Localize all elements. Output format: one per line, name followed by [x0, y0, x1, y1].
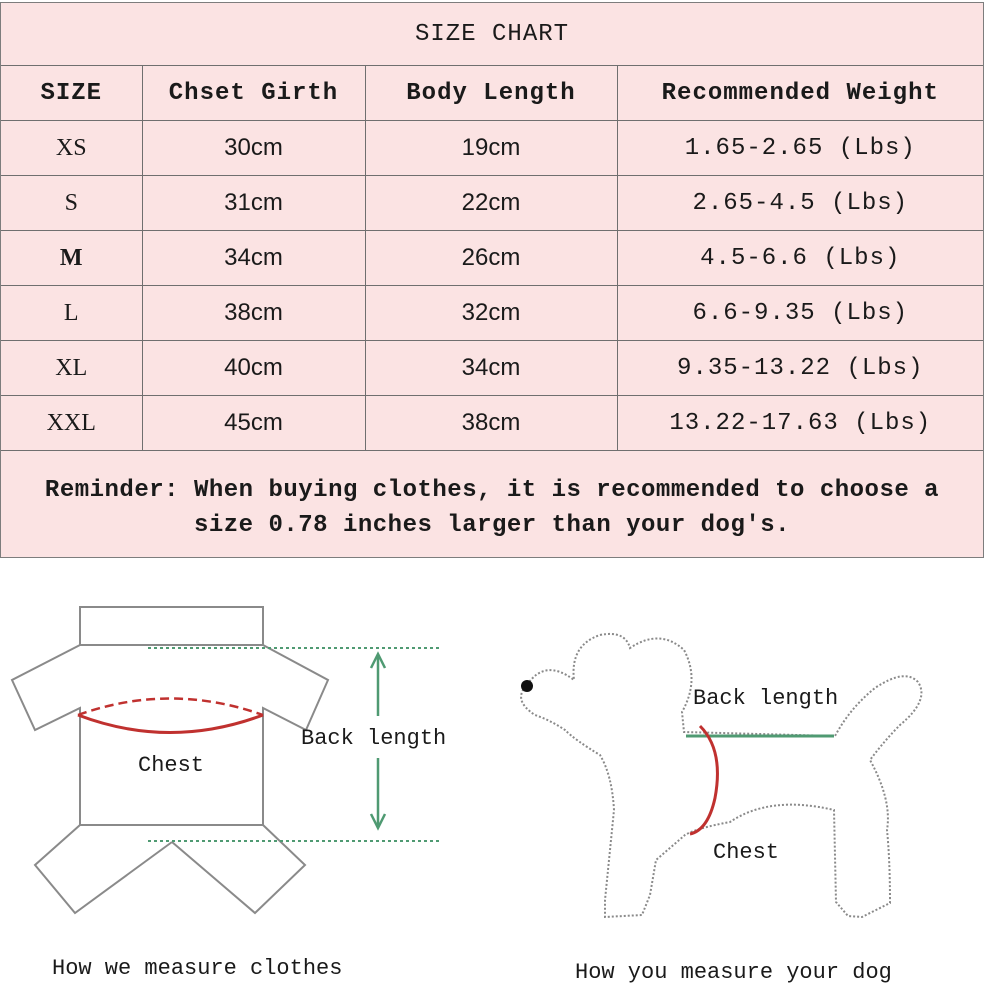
- dog-back-length-label: Back length: [693, 686, 839, 711]
- weight-cell: 9.35-13.22 (Lbs): [617, 341, 983, 396]
- table-row: [1, 396, 983, 451]
- header-body-length: Body Length: [365, 66, 617, 121]
- girth-cell: 38cm: [142, 286, 365, 341]
- reminder-line-1: Reminder: When buying clothes, it is recommended to choose a: [44, 477, 940, 504]
- size-cell: L: [1, 286, 142, 341]
- length-cell: 32cm: [365, 286, 617, 341]
- header-recommended-weight: Recommended Weight: [617, 66, 983, 121]
- girth-cell: 45cm: [142, 396, 365, 451]
- girth-cell: 40cm: [142, 341, 365, 396]
- header-size: SIZE: [1, 66, 142, 121]
- garment-right-leg: [172, 825, 305, 913]
- size-chart: [0, 2, 984, 558]
- clothes-caption: How we measure clothes: [52, 956, 343, 981]
- weight-cell: 13.22-17.63 (Lbs): [617, 396, 983, 451]
- garment-chest-front: [78, 715, 263, 733]
- girth-cell: 30cm: [142, 121, 365, 176]
- length-cell: 19cm: [365, 121, 617, 176]
- table-row: [1, 176, 983, 231]
- length-cell: 38cm: [365, 396, 617, 451]
- reminder-note: [1, 473, 983, 543]
- size-cell: S: [1, 176, 142, 231]
- size-cell: XXL: [1, 396, 142, 451]
- garment-collar: [80, 607, 263, 645]
- size-cell: XS: [1, 121, 142, 176]
- dog-outline: [521, 634, 921, 917]
- table-row: [1, 231, 983, 286]
- weight-cell: 4.5-6.6 (Lbs): [617, 231, 983, 286]
- weight-cell: 2.65-4.5 (Lbs): [617, 176, 983, 231]
- weight-cell: 1.65-2.65 (Lbs): [617, 121, 983, 176]
- length-cell: 26cm: [365, 231, 617, 286]
- table-row: [1, 286, 983, 341]
- dog-chest-label: Chest: [713, 840, 780, 865]
- size-cell: M: [1, 231, 142, 286]
- garment-back-length-label: Back length: [301, 726, 447, 751]
- dog-nose: [521, 680, 533, 692]
- measurement-diagram: [0, 560, 988, 988]
- girth-cell: 34cm: [142, 231, 365, 286]
- garment-chest-back: [78, 699, 263, 716]
- table-row: [1, 341, 983, 396]
- garment-chest-label: Chest: [138, 753, 205, 778]
- garment-body: [12, 645, 328, 825]
- size-table: [1, 3, 983, 451]
- length-cell: 22cm: [365, 176, 617, 231]
- girth-cell: 31cm: [142, 176, 365, 231]
- chart-title: SIZE CHART: [1, 3, 983, 66]
- dog-caption: How you measure your dog: [575, 960, 892, 985]
- header-chest-girth: Chset Girth: [142, 66, 365, 121]
- table-row: [1, 121, 983, 176]
- reminder-line-2: size 0.78 inches larger than your dog's.: [193, 512, 791, 539]
- garment-left-leg: [35, 825, 172, 913]
- length-cell: 34cm: [365, 341, 617, 396]
- dog-chest-loop: [690, 726, 717, 834]
- weight-cell: 6.6-9.35 (Lbs): [617, 286, 983, 341]
- size-cell: XL: [1, 341, 142, 396]
